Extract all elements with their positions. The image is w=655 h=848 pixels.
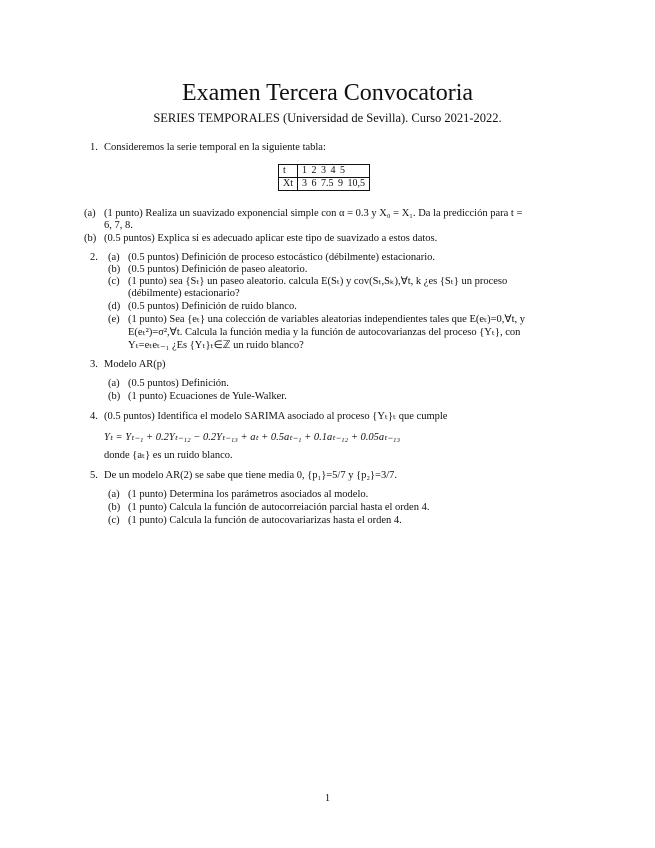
q5b-label: (b)	[108, 502, 121, 513]
q5c-text: (1 punto) Calcula la función de autocovariarizas hasta el orden 4.	[128, 515, 402, 526]
q1b-text: (0.5 puntos) Explica si es adecuado aplicar este tipo de suavizado a estos datos.	[104, 233, 438, 244]
q5-number: 5.	[90, 470, 98, 481]
q2d-text: (0.5 puntos) Definición de ruido blanco.	[128, 301, 297, 312]
q1b-label: (b)	[84, 233, 97, 244]
q2e-line1: (1 punto) Sea {eₜ} una colección de variables aleatorias independientes tales que E(eₜ)=0,∀t, y	[128, 314, 526, 325]
table-row-label: Xt	[279, 178, 298, 191]
page-number: 1	[324, 793, 331, 804]
q1-number: 1.	[90, 142, 98, 153]
data-table	[278, 164, 370, 191]
q4-donde: donde {aₜ} es un ruido blanco.	[104, 450, 233, 461]
q2c-line2: (débilmente) estacionario?	[128, 288, 240, 299]
q2c-line1: (1 punto) sea {Sₜ} un paseo aleatorio. calcula E(Sₜ) y cov(Sₜ,Sₖ),∀t, k ¿es {Sₜ} un proceso	[128, 276, 508, 287]
table-row-values: 3 6 7.5 9 10,5	[298, 178, 370, 191]
table-row	[279, 165, 370, 178]
q2b-label: (b)	[108, 264, 121, 275]
q2e-label: (e)	[108, 314, 120, 325]
q5c-label: (c)	[108, 515, 120, 526]
q4-equation: Yₜ = Yₜ₋₁ + 0.2Yₜ₋₁₂ − 0.2Yₜ₋₁₃ + aₜ + 0.5aₜ₋₁ + 0.1aₜ₋₁₂ + 0.05aₜ₋₁₃	[104, 432, 401, 443]
q2d-label: (d)	[108, 301, 121, 312]
q1a-label: (a)	[84, 208, 96, 219]
q5b-text: (1 punto) Calcula la función de autocorreiación parcial hasta el orden 4.	[128, 502, 430, 513]
q5a-text: (1 punto) Determina los parámetros asociados al modelo.	[128, 489, 369, 500]
q1-text: Consideremos la serie temporal en la siguiente tabla:	[104, 142, 326, 153]
q2-number: 2.	[90, 252, 98, 263]
q2e-line3: Yₜ=eₜeₜ₋₁ ¿Es {Yₜ}ₜ∈ℤ un ruido blanco?	[128, 340, 304, 351]
table-row-values: 1 2 3 4 5	[298, 165, 370, 178]
q3-number: 3.	[90, 359, 98, 370]
q3a-text: (0.5 puntos) Definición.	[128, 378, 229, 389]
q1a-line1: (1 punto) Realiza un suavizado exponencial simple con α = 0.3 y X₀ = X₁. Da la predicción para t =	[104, 208, 523, 219]
q3b-text: (1 punto) Ecuaciones de Yule-Walker.	[128, 391, 287, 402]
q2a-text: (0.5 puntos) Definición de proceso estocástico (débilmente) estacionario.	[128, 252, 436, 263]
page-title: Examen Tercera Convocatoria	[181, 80, 474, 106]
q3b-label: (b)	[108, 391, 121, 402]
q3a-label: (a)	[108, 378, 120, 389]
q5a-label: (a)	[108, 489, 120, 500]
q4-text: (0.5 puntos) Identifica el modelo SARIMA asociado al proceso {Yₜ}ₜ que cumple	[104, 411, 448, 422]
page-subtitle: SERIES TEMPORALES (Universidad de Sevilla). Curso 2021-2022.	[153, 111, 502, 125]
q2c-label: (c)	[108, 276, 120, 287]
table-row-label: t	[279, 165, 298, 178]
table-row	[279, 178, 370, 191]
q2e-line2: E(eₜ²)=σ²,∀t. Calcula la función media y la función de autocovarianzas del proceso {Yₜ}, con	[128, 327, 521, 338]
q4-number: 4.	[90, 411, 98, 422]
q3-text: Modelo AR(p)	[104, 359, 166, 370]
q1a-line2: 6, 7, 8.	[104, 220, 133, 231]
q5-text: De un modelo AR(2) se sabe que tiene media 0, {p₁}=5/7 y {p₂}=3/7.	[104, 470, 398, 481]
q2a-label: (a)	[108, 252, 120, 263]
q2b-text: (0.5 puntos) Definición de paseo aleatorio.	[128, 264, 308, 275]
